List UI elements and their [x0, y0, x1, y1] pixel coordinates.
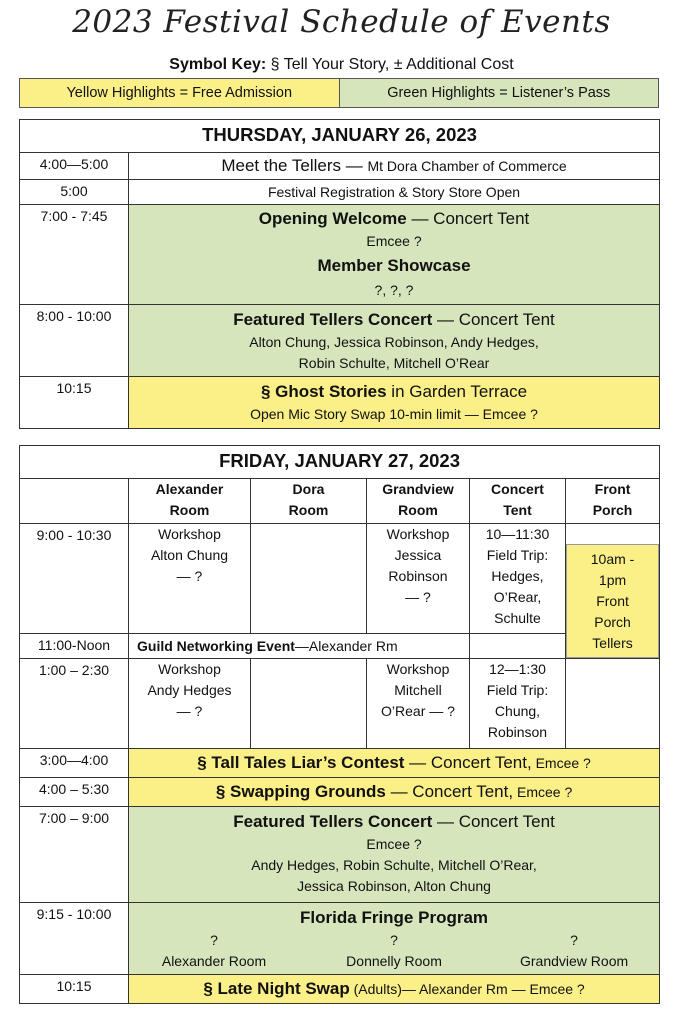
event-cell — [129, 749, 660, 778]
event-cell — [129, 807, 660, 903]
symbol-cost: ± Additional Cost — [393, 56, 514, 73]
yellow-key: Yellow Highlights = Free Admission — [20, 79, 340, 107]
fringe-room: ? Alexander Room — [161, 932, 267, 969]
event-cell — [129, 305, 660, 377]
event-cell — [129, 903, 660, 975]
time-cell: 5:00 — [20, 180, 129, 205]
time-cell: 4:00 – 5:30 — [20, 778, 129, 807]
event-cell: Festival Registration & Story Store Open — [129, 180, 660, 205]
highlight-key — [19, 78, 659, 108]
grandview-cell: Workshop Mitchell O’Rear — ? — [367, 659, 470, 749]
time-cell: 9:00 - 10:30 — [20, 524, 129, 634]
event-title: § Swapping Grounds — [215, 782, 386, 801]
front-porch-tellers: 10am - 1pm Front Porch Tellers — [566, 544, 659, 658]
event-place: — Alexander Rm — Emcee ? — [401, 981, 585, 997]
event-cell — [129, 634, 470, 659]
event-title: Florida Fringe Program — [300, 908, 489, 927]
concert-cell: 10—11:30 Field Trip: Hedges, O’Rear, Schulte — [470, 524, 566, 634]
event-cell — [129, 153, 660, 180]
event-title: Meet the Tellers — — [221, 156, 368, 175]
fringe-room: ? Grandview Room — [519, 932, 629, 969]
event-place: —Alexander Rm — [294, 638, 398, 654]
dora-cell — [251, 524, 367, 634]
page-title: 2023 Festival Schedule of Events — [72, 4, 611, 40]
event-place: in Garden Terrace — [386, 382, 528, 401]
column-header-grandview: Grandview Room — [367, 479, 470, 524]
event-title: § Tall Tales Liar’s Contest — [197, 753, 405, 772]
time-cell: 9:15 - 10:00 — [20, 903, 129, 975]
column-header-porch: Front Porch — [566, 479, 660, 524]
event-subtitle: Member Showcase — [317, 256, 471, 275]
column-header-alexander: Alexander Room — [129, 479, 251, 524]
event-place: — Concert Tent — [432, 812, 555, 831]
event-title: § Late Night Swap — [203, 979, 350, 998]
time-cell: 4:00—5:00 — [20, 153, 129, 180]
column-header-dora: Dora Room — [251, 479, 367, 524]
friday-heading: FRIDAY, JANUARY 27, 2023 — [20, 446, 660, 479]
event-place: — Concert Tent — [432, 310, 555, 329]
event-place: — Concert Tent — [406, 209, 530, 228]
event-detail: Emcee ? — [366, 836, 422, 852]
event-cell — [129, 205, 660, 305]
event-cell — [129, 377, 660, 429]
event-detail: Jessica Robinson, Alton Chung — [297, 878, 491, 894]
alexander-cell: Workshop Andy Hedges — ? — [129, 659, 251, 749]
event-detail: Open Mic Story Swap 10-min limit — Emcee ? — [250, 406, 538, 422]
green-key: Green Highlights = Listener’s Pass — [340, 79, 659, 107]
event-emcee: Emcee ? — [513, 784, 573, 800]
event-place: Mt Dora Chamber of Commerce — [367, 158, 567, 174]
friday-table — [19, 445, 660, 1004]
event-title: Opening Welcome — [258, 209, 407, 228]
time-cell: 10:15 — [20, 377, 129, 429]
event-adults: (Adults) — [349, 981, 402, 997]
symbol-tell-story: § Tell Your Story, — [270, 56, 390, 73]
event-cell — [129, 975, 660, 1004]
concert-cell: 12—1:30 Field Trip: Chung, Robinson — [470, 659, 566, 749]
time-cell: 7:00 – 9:00 — [20, 807, 129, 903]
time-cell: 7:00 - 7:45 — [20, 205, 129, 305]
porch-cell — [566, 524, 660, 659]
event-detail: Robin Schulte, Mitchell O’Rear — [298, 355, 490, 371]
blank-header — [20, 479, 129, 524]
thursday-heading: THURSDAY, JANUARY 26, 2023 — [20, 120, 660, 153]
time-cell: 8:00 - 10:00 — [20, 305, 129, 377]
event-detail: ?, ?, ? — [374, 282, 414, 298]
event-title: Featured Tellers Concert — [233, 310, 433, 329]
fringe-room: ? Donnelly Room — [346, 932, 442, 969]
symbol-key — [0, 56, 683, 74]
column-header-concert: Concert Tent — [470, 479, 566, 524]
time-cell: 11:00-Noon — [20, 634, 129, 659]
event-place: — Concert Tent, — [404, 753, 532, 772]
time-cell: 10:15 — [20, 975, 129, 1004]
symbol-key-label: Symbol Key: — [169, 56, 267, 73]
event-detail: Andy Hedges, Robin Schulte, Mitchell O’Rear, — [251, 857, 537, 873]
time-cell: 3:00—4:00 — [20, 749, 129, 778]
grandview-cell: Workshop Jessica Robinson — ? — [367, 524, 470, 634]
alexander-cell: Workshop Alton Chung — ? — [129, 524, 251, 634]
event-detail: Emcee ? — [366, 233, 422, 249]
event-title: Featured Tellers Concert — [233, 812, 433, 831]
event-emcee: Emcee ? — [531, 755, 591, 771]
event-title: Guild Networking Event — [137, 638, 295, 654]
event-cell — [129, 778, 660, 807]
thursday-table — [19, 119, 660, 429]
time-cell: 1:00 – 2:30 — [20, 659, 129, 749]
porch-cell — [566, 659, 660, 749]
dora-cell — [251, 659, 367, 749]
event-title: § Ghost Stories — [260, 382, 387, 401]
concert-cell — [470, 634, 566, 659]
event-place: — Concert Tent, — [385, 782, 514, 801]
event-detail: Alton Chung, Jessica Robinson, Andy Hedges, — [249, 334, 539, 350]
